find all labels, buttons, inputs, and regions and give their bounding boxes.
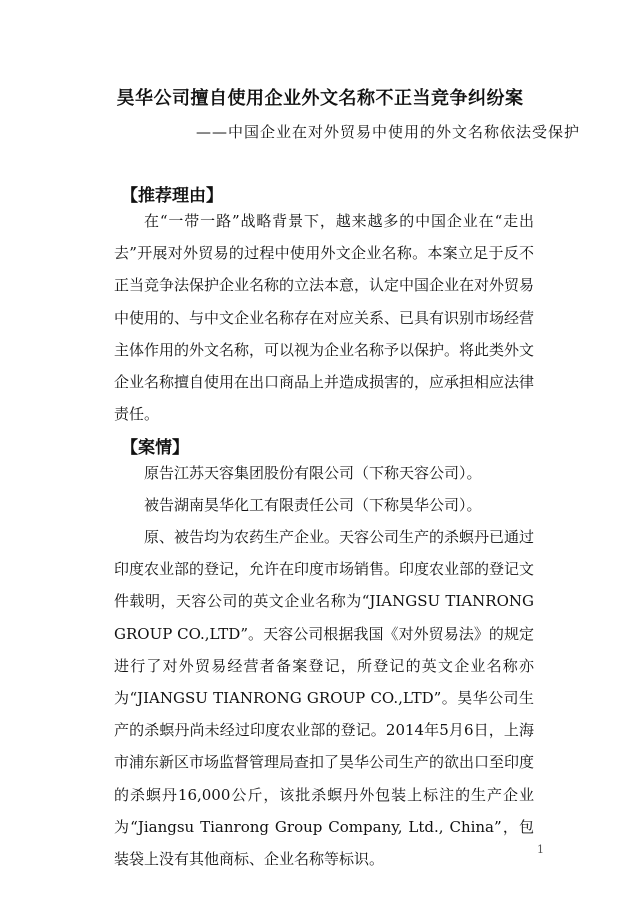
plaintiff-line: 原告江苏天容集团股份有限公司（下称天容公司）。 xyxy=(144,464,482,482)
page-number: 1 xyxy=(537,843,544,856)
defendant-line: 被告湖南昊华化工有限责任公司（下称昊华公司）。 xyxy=(144,496,482,514)
recommendation-heading: 【推荐理由】 xyxy=(121,186,223,206)
document-subtitle: ——中国企业在对外贸易中使用的外文名称依法受保护 xyxy=(195,123,580,141)
case-heading: 【案情】 xyxy=(121,438,189,458)
case-body-paragraph: 原、被告均为农药生产企业。天容公司生产的杀螟丹已通过印度农业部的登记，允许在印度市场销售。印度农业部的登记文件载明，天容公司的英文企业名称为“JIANGSU TIANRONG GROUP CO.,LTD”。天容公司根据我国《对外贸易法》的规定进行了对外贸易经营者备案登记，所登记的英文企业名称亦为“JIANGSU TIANRONG GROUP CO.,LTD”。昊华公司生产的杀螟丹尚未经过印度农业部的登记。2014年5月6日，上海市浦东新区市场监督管理局查扣了昊华公司生产的欲出口至印度的杀螟丹16,000公斤，该批杀螟丹外包装上标注的生产企业为“Jiangsu Tianrong Group Company, Ltd., China”，包装袋上没有其他商标、企业名称等标识。 xyxy=(114,528,535,869)
recommendation-paragraph: 在“一带一路”战略背景下，越来越多的中国企业在“走出去”开展对外贸易的过程中使用外文企业名称。本案立足于反不正当竞争法保护企业名称的立法本意，认定中国企业在对外贸易中使用的、与中文企业名称存在对应关系、已具有识别市场经营主体作用的外文名称，可以视为企业名称予以保护。将此类外文企业名称擅自使用在出口商品上并造成损害的，应承担相应法律责任。 xyxy=(114,212,535,424)
document-title: 昊华公司擅自使用企业外文名称不正当竞争纠纷案 xyxy=(116,88,524,109)
